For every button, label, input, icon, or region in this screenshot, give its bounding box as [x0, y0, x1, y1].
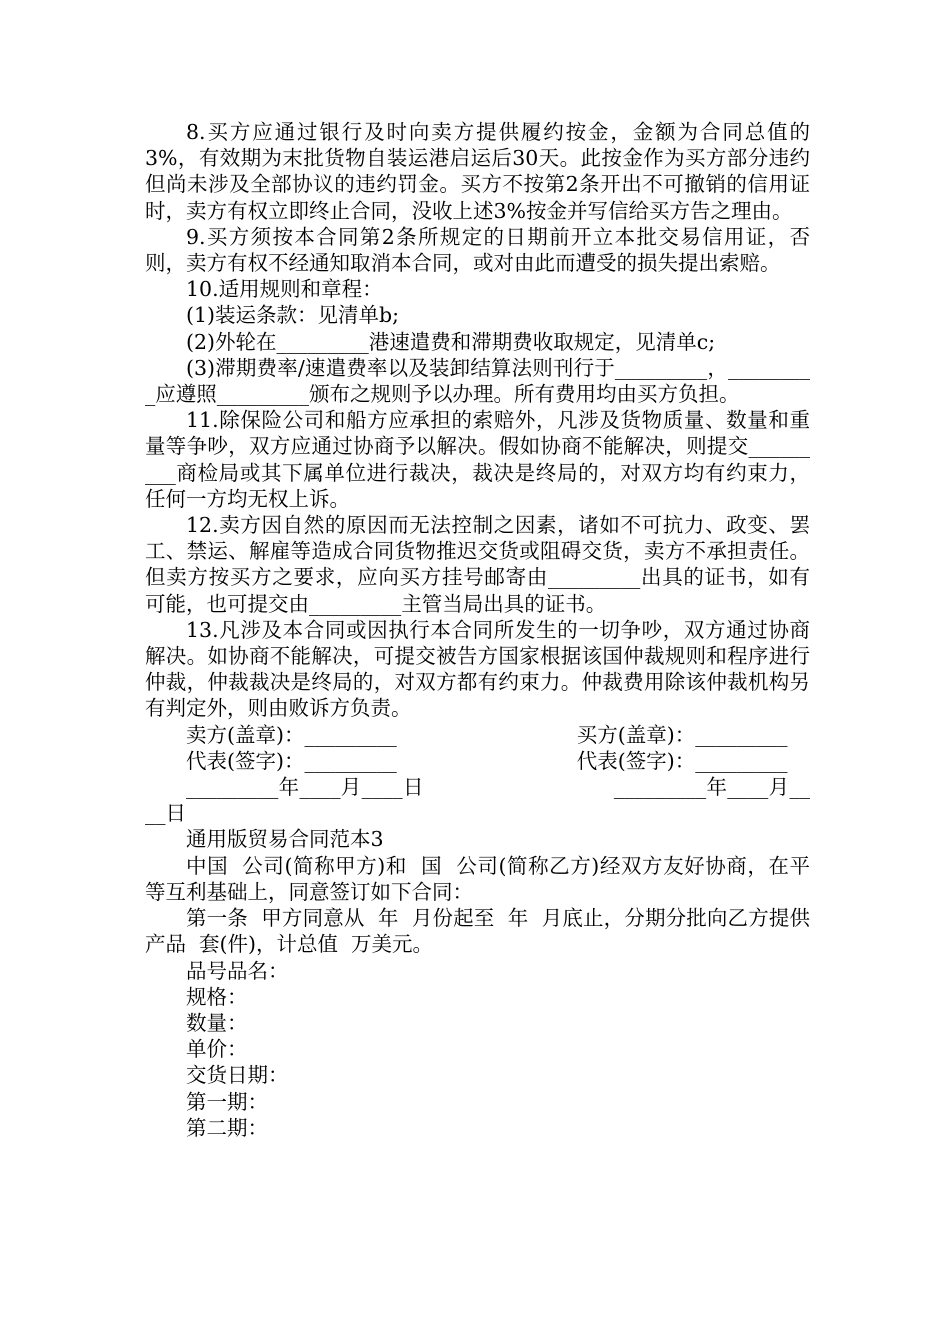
field-product-name: 品号品名：: [186, 958, 289, 983]
clause-10-item-3: (3)滞期费率/速遣费率以及装卸结算法则刊行于_________，_________应遵照_________颁布之规则予以办理。所有费用均由买方负担。: [145, 355, 810, 407]
clause-11: 11.除保险公司和船方应承担的索赔外，凡涉及货物质量、数量和重量等争吵，双方应通过协商予以解决。假如协商不能解决，则提交_________商检局或其下属单位进行裁决，裁决是终局的，对双方均有约束力，任何一方均无权上诉。: [145, 408, 810, 511]
field-spec: 规格：: [186, 984, 248, 1009]
clause-8: 8.买方应通过银行及时向卖方提供履约按金，金额为合同总值的3%，有效期为末批货物自装运港启运后30天。此按金作为买方部分违约但尚未涉及全部协议的违约罚金。买方不按第2条开出不可撤销的信用证时，卖方有权立即终止合同，没收上述3%按金并写信给买方告之理由。: [145, 120, 810, 223]
buyer-date: _________年____月____日: [145, 775, 811, 826]
field-quantity: 数量：: [186, 1010, 248, 1035]
signature-date-row: [145, 774, 810, 826]
clause-12: 12.卖方因自然的原因而无法控制之因素，诸如不可抗力、政变、罢工、禁运、解雇等造成合同货物推迟交货或阻碍交货，卖方不承担责任。但卖方按买方之要求，应向买方挂号邮寄由_________出具的证书，如有可能，也可提交由_________主管当局出具的证书。: [145, 513, 810, 616]
seller-seal: 卖方(盖章)：_________: [186, 722, 397, 747]
document-page: [145, 119, 810, 1141]
seller-date: _________年____月____日: [186, 775, 424, 800]
clause-13: 13.凡涉及本合同或因执行本合同所发生的一切争吵，双方通过协商解决。如协商不能解决，可提交被告方国家根据该国仲裁规则和程序进行仲裁，仲裁裁决是终局的，对双方都有约束力。仲裁费用除该仲裁机构另有判定外，则由败诉方负责。: [145, 617, 810, 721]
contract-title: 通用版贸易合同范本3: [186, 827, 384, 852]
clause-9: 9.买方须按本合同第2条所规定的日期前开立本批交易信用证，否则，卖方有权不经通知取消本合同，或对由此而遭受的损失提出索赔。: [145, 224, 810, 276]
field-phase-2: 第二期：: [186, 1115, 268, 1140]
field-unit-price: 单价：: [186, 1037, 248, 1062]
clause-10-title: 10.适用规则和章程：: [186, 277, 383, 302]
clause-10-item-1: (1)装运条款：见清单b;: [186, 303, 400, 328]
buyer-rep: 代表(签字)：_________: [576, 748, 788, 773]
field-phase-1: 第一期：: [186, 1089, 268, 1114]
seller-rep: 代表(签字)：_________: [186, 748, 397, 773]
signature-rep-row: [145, 748, 810, 774]
buyer-seal: 买方(盖章)：_________: [576, 722, 788, 747]
clause-10-item-2: (2)外轮在_________港速遣费和滞期费收取规定，见清单c;: [186, 329, 716, 354]
article-1: 第一条 甲方同意从 年 月份起至 年 月底止，分期分批向乙方提供产品 套(件)，计总值 万美元。: [145, 906, 810, 957]
field-delivery-date: 交货日期：: [186, 1063, 289, 1088]
contract-preamble: 中国 公司(简称甲方)和 国 公司(简称乙方)经双方友好协商，在平等互利基础上，同意签订如下合同：: [145, 853, 810, 904]
signature-seal-row: [145, 722, 810, 748]
